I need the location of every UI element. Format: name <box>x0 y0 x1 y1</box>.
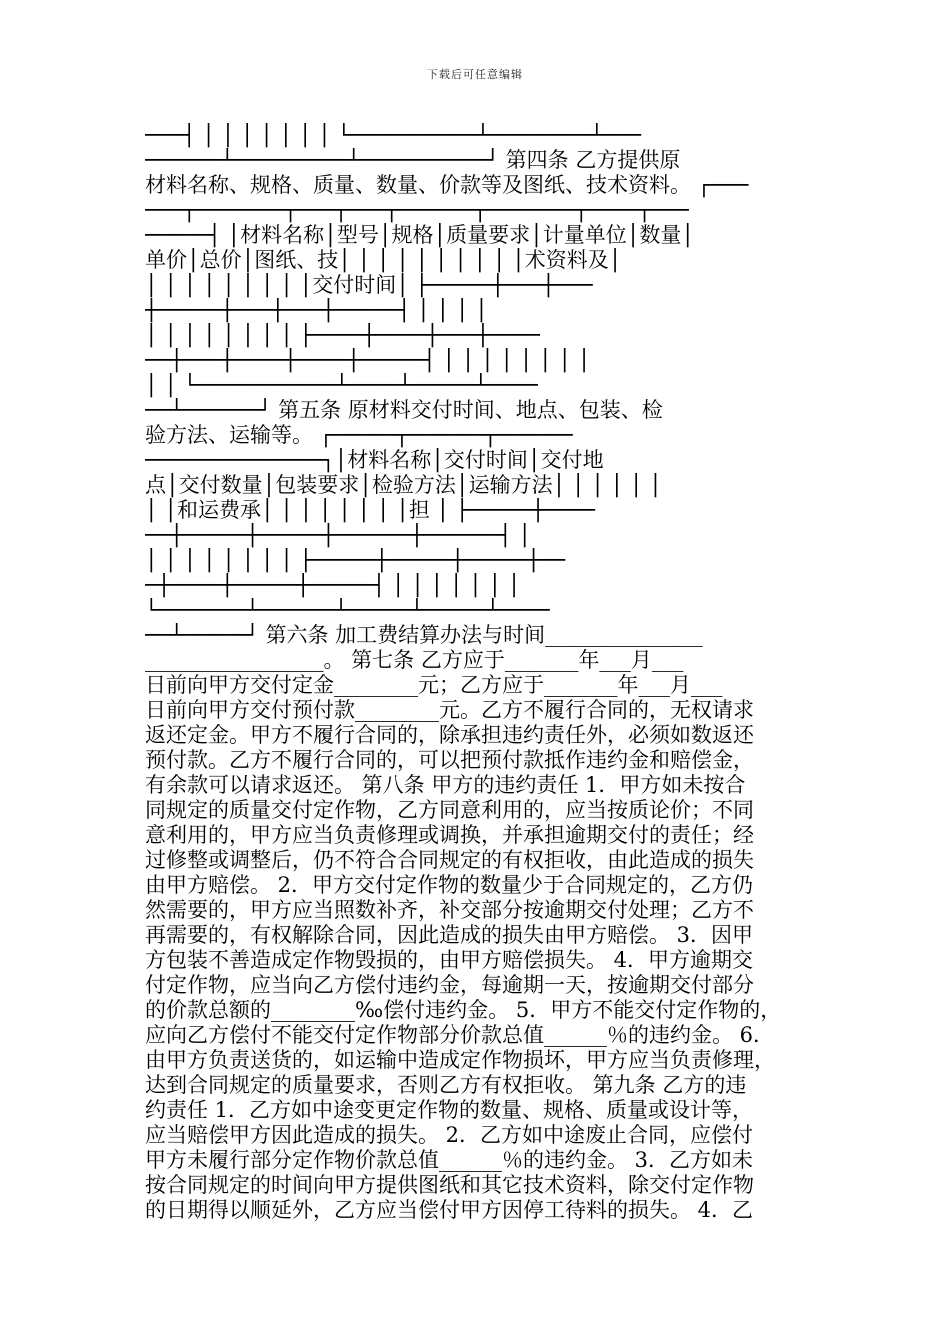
text-line: 按合同规定的时间向甲方提供图纸和其它技术资料，除交付定作物 <box>145 1173 754 1197</box>
text-line: 有余款可以请求返还。 第八条 甲方的违约责任 1．甲方如未按合 <box>145 773 746 797</box>
text-line: 约责任 1．乙方如中途变更定作物的数量、规格、质量或设计等， <box>145 1098 754 1122</box>
text-line: ──┴─────┘ 第六条 加工费结算办法与时间_______________ <box>145 623 703 647</box>
text-line: ──┼───┼────┼────┼─────┤ │ │ │ │ │ │ │ │ <box>145 348 591 372</box>
text-line: 预付款。乙方不履行合同的，可以把预付款抵作违约金和赔偿金， <box>145 748 754 772</box>
text-line: │ │ │ │ │ │ │ │ │交付时间│ ├─────┼───┼─── <box>145 273 593 297</box>
text-line: 验方法、运输等。 ┌─────┬──────┬────── <box>145 423 573 447</box>
text-line: 意利用的，甲方应当负责修理或调换，并承担逾期交付的责任；经 <box>145 823 754 847</box>
text-line: 返还定金。甲方不履行合同的，除承担违约责任外，必须如数返还 <box>145 723 754 747</box>
text-line: 付定作物，应当向乙方偿付违约金，每逾期一天，按逾期交付部分 <box>145 973 754 997</box>
text-line: ──────────────┐│材料名称│交付时间│交付地 <box>145 448 604 472</box>
text-line: 的日期得以顺延外，乙方应当偿付甲方因停工待料的损失。 4．乙 <box>145 1198 754 1222</box>
text-line: ─────┤ │材料名称│型号│规格│质量要求│计量单位│数量│ <box>145 223 695 247</box>
text-line: 由甲方负责送货的，如运输中造成定作物损坏，甲方应当负责修理， <box>145 1048 775 1072</box>
text-line: ─┼────┼─────┼─────┤ │ │ │ │ │ │ │ <box>145 573 521 597</box>
text-line: ──────┴─────────┴──────────┘ 第四条 乙方提供原 <box>145 148 681 172</box>
text-line: 日前向甲方交付预付款________元。乙方不履行合同的，无权请求 <box>145 698 754 722</box>
text-line: 同规定的质量交付定作物，乙方同意利用的，应当按质论价；不同 <box>145 798 754 822</box>
text-line: _________________。 第七条 乙方应于_______年___月___ <box>145 648 684 672</box>
text-line: 方包装不善造成定作物毁损的，由甲方赔偿损失。 4．甲方逾期交 <box>145 948 754 972</box>
text-line: 应当赔偿甲方因此造成的损失。 2．乙方如中途废止合同，应偿付 <box>145 1123 754 1147</box>
text-line: │ │ └───────────┴────┴─────┴──── <box>145 373 538 397</box>
text-line: ──┼─────┼─────┼──────┼──────┤ │ <box>145 523 531 547</box>
text-line: ──┴──────┘ 第五条 原材料交付时间、地点、包装、检 <box>145 398 663 422</box>
text-line: 的价款总额的________‰偿付违约金。 5．甲方不能交付定作物的， <box>145 998 782 1022</box>
text-line: 然需要的，甲方应当照数补齐，补交部分按逾期交付处理；乙方不 <box>145 898 754 922</box>
text-line: │ │ │ │ │ │ │ │ ├─────┼─────┼─────┼── <box>145 548 566 572</box>
text-line: 材料名称、规格、质量、数量、价款等及图纸、技术资料。 ┌─── <box>145 173 749 197</box>
text-line: ┼─────┼───┼───┼─────┤ │ │ │ │ <box>145 298 488 322</box>
text-line: 甲方未履行部分定作物价款总值______％的违约金。 3．乙方如未 <box>145 1148 754 1172</box>
text-line: 过修整或调整后，仍不符合合同规定的有权拒收，由此造成的损失 <box>145 848 754 872</box>
text-line: 点│交付数量│包装要求│检验方法│运输方法│ │ │ │ │ │ <box>145 473 662 497</box>
text-line: │ │ │ │ │ │ │ │ ├────┼────┼───┼──── <box>145 323 540 347</box>
text-line: └───────┴──────┴─────┴─────┴──── <box>145 598 550 622</box>
document-body <box>145 123 805 1223</box>
text-line: 应向乙方偿付不能交付定作物部分价款总值______％的违约金。 6． <box>145 1023 775 1047</box>
page-header: 下载后可任意编辑 <box>427 68 523 81</box>
text-line: ───┤ │ │ │ │ │ │ │ └──────────┴────────┴─── <box>145 123 641 147</box>
text-line: 单价│总价│图纸、技│ │ │ │ │ │ │ │ │ │术资料及│ <box>145 248 622 272</box>
text-line: 日前向甲方交付定金________元；乙方应于_______年___月___ <box>145 673 723 697</box>
text-line: 再需要的，有权解除合同，因此造成的损失由甲方赔偿。 3．因甲 <box>145 923 754 947</box>
text-line: │ │和运费承│ │ │ │ │ │ │ │担 │ ├─────┼──── <box>145 498 595 522</box>
text-line: ───┬───────┬───┬───┬──────┬───────┬────┬─── <box>145 198 689 222</box>
text-line: 由甲方赔偿。 2．甲方交付定作物的数量少于合同规定的，乙方仍 <box>145 873 754 897</box>
text-line: 达到合同规定的质量要求，否则乙方有权拒收。 第九条 乙方的违 <box>145 1073 747 1097</box>
